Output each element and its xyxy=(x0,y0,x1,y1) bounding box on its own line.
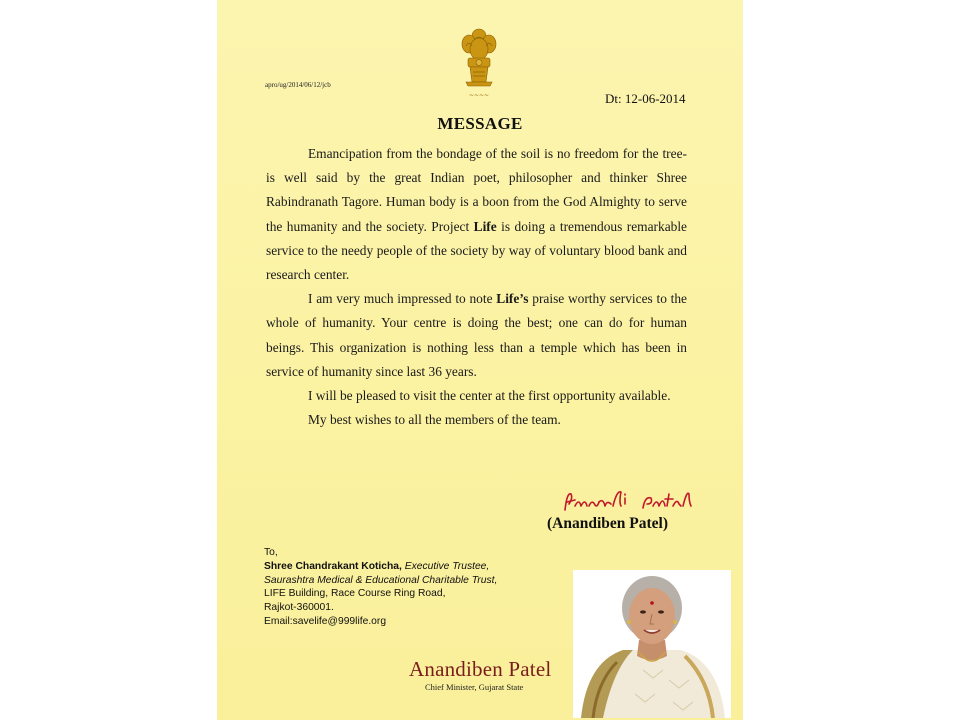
letter-date: Dt: 12-06-2014 xyxy=(605,91,686,106)
state-emblem-icon xyxy=(456,26,502,104)
handwritten-signature xyxy=(559,486,709,516)
paragraph: I will be pleased to visit the center at the first opportunity available. xyxy=(308,388,671,404)
address-name-line: Shree Chandrakant Koticha, Executive Trustee, xyxy=(264,560,490,572)
address-salutation: To, xyxy=(264,547,278,558)
reference-number: apro/ug/2014/06/12/jcb xyxy=(265,81,331,89)
recipient-address xyxy=(264,546,497,629)
address-org: Saurashtra Medical & Educational Charitable Trust, xyxy=(264,574,498,586)
footer-role: Chief Minister, Gujarat State xyxy=(425,682,524,692)
address-line: Rajkot-360001. xyxy=(264,602,334,614)
address-line: LIFE Building, Race Course Ring Road, xyxy=(264,588,446,600)
portrait-photo xyxy=(573,570,731,718)
paragraph: I am very much impressed to note Life’s praise worthy services to the whole of humanity. Your centre is doing the best; one can do for human beings. This organization is nothing less than a temple which has been in service of humanity since last 36 years. xyxy=(266,291,687,379)
signer-name: (Anandiben Patel) xyxy=(547,515,668,532)
paragraph: My best wishes to all the members of the team. xyxy=(308,412,561,428)
address-email: Email:savelife@999life.org xyxy=(264,615,387,627)
letter-body xyxy=(266,142,687,432)
letter-title: MESSAGE xyxy=(437,114,523,133)
svg-text:~~~~: ~~~~ xyxy=(468,92,490,99)
footer-name: Anandiben Patel xyxy=(409,657,552,681)
letter-page xyxy=(217,0,743,720)
paragraph: Emancipation from the bondage of the soil is no freedom for the tree-is well said by the great Indian poet, philosopher and thinker Shree Rabindranath Tagore. Human body is a boon from the God Almighty to serve the humanity and the society. Project Life is doing a tremendous remarkable service to the needy people of the society by way of voluntary blood bank and research center. xyxy=(266,146,687,283)
